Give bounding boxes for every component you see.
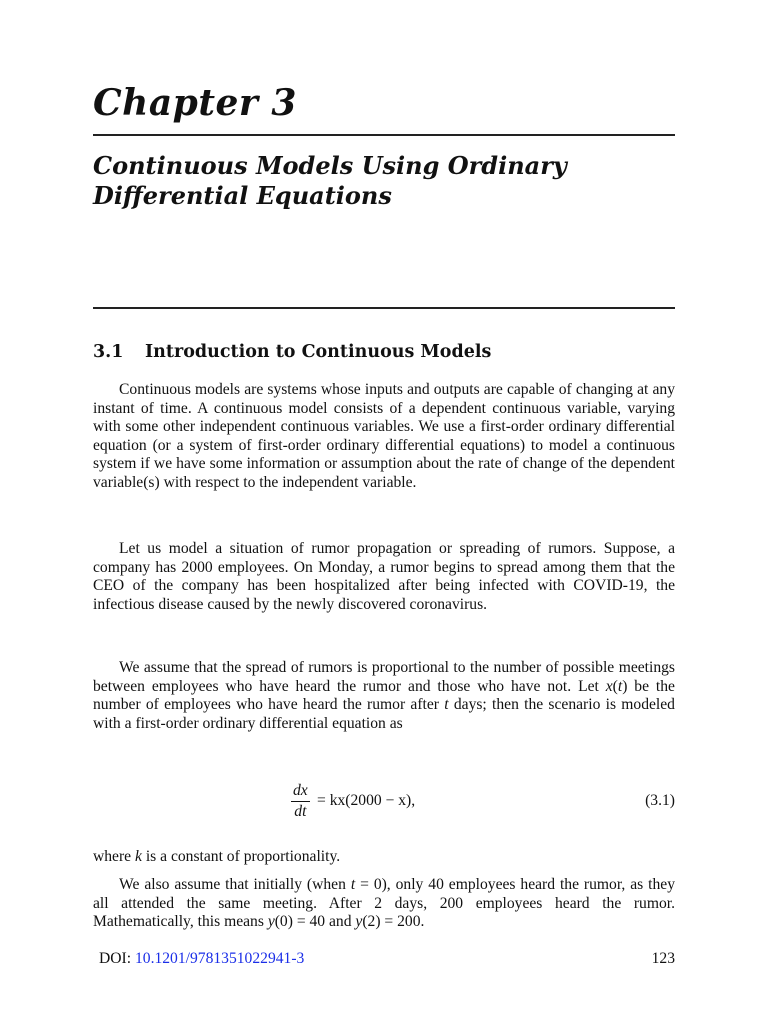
equation-number: (3.1) — [645, 792, 675, 809]
chapter-label: Chapter 3 — [93, 82, 297, 124]
doi — [99, 950, 304, 968]
doi-link[interactable]: 10.1201/9781351022941-3 — [134, 950, 305, 967]
chapter-rule-bottom — [93, 307, 675, 309]
chapter-rule-top — [93, 134, 675, 136]
paragraph-4: where k is a constant of proportionality. — [93, 848, 341, 865]
fraction-numerator: dx — [291, 782, 310, 802]
equation-3-1 — [93, 782, 675, 822]
section-title: Introduction to Continuous Models — [145, 342, 492, 362]
paragraph-1: Continuous models are systems whose inputs and outputs are capable of changing at any instant of time. A continuous model consists of a dependent continuous variable, varying with some other independent continuous variables. We use a first-order ordinary differential equation (or a system of first-order ordinary differential equations) to model a continuous system if we have some information or assumption about the rate of change of the dependent variable(s) with respect to the independent variable. — [93, 381, 675, 491]
derivative-fraction — [291, 782, 310, 821]
section-number: 3.1 — [93, 342, 124, 362]
chapter-title — [93, 151, 675, 211]
fraction-denominator: dt — [294, 803, 307, 820]
chapter-title-line2: Differential Equations — [93, 181, 392, 210]
paragraph-5: We also assume that initially (when t = 0), only 40 employees heard the rumor, as they all attended the same meeting. After 2 days, 200 employees heard the rumor. Mathematically, this means y(0) = 40 and y(2) = 200. — [93, 876, 675, 931]
doi-label: DOI: — [99, 950, 132, 967]
section-heading — [93, 342, 491, 362]
paragraph-3: We assume that the spread of rumors is proportional to the number of possible meetings between employees who have heard the rumor and those who have not. Let x(t) be the number of employees who have heard the rumor after t days; then the scenario is modeled with a first-order ordinary differential equation as — [93, 659, 675, 732]
equation-rhs: = kx(2000 − x), — [317, 792, 416, 809]
paragraph-2: Let us model a situation of rumor propagation or spreading of rumors. Suppose, a company has 2000 employees. On Monday, a rumor begins to spread among them that the CEO of the company has been hospitalized after being infected with COVID-19, the infectious disease caused by the newly discovered coronavirus. — [93, 540, 675, 613]
page-number: 123 — [651, 950, 675, 967]
chapter-title-line1: Continuous Models Using Ordinary — [93, 151, 567, 180]
page — [93, 0, 675, 1024]
